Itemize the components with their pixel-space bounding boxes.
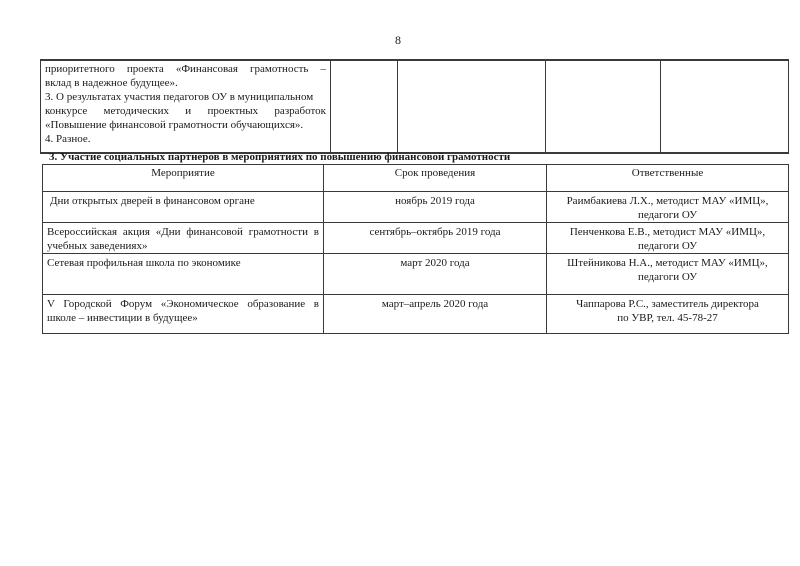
column-header-event: Мероприятие — [43, 165, 324, 192]
date-cell: ноябрь 2019 года — [324, 192, 547, 223]
event-cell: Всероссийская акция «Дни финансовой грамотности в учебных заведениях» — [43, 223, 324, 254]
responsible-line: Штейникова Н.А., методист МАУ «ИМЦ», — [567, 257, 768, 269]
responsible-line: Пенченкова Е.В., методист МАУ «ИМЦ», — [569, 226, 766, 238]
date-cell: март 2020 года — [324, 254, 547, 295]
partners-events-table — [42, 164, 789, 334]
table-row — [43, 254, 789, 295]
event-cell: Сетевая профильная школа по экономике — [43, 254, 324, 295]
agenda-line: вклад в надежное будущее». — [45, 77, 178, 89]
agenda-text-cell — [41, 60, 331, 153]
responsible-line: Раимбакиева Л.Х., методист МАУ «ИМЦ», — [566, 195, 769, 207]
page-number: 8 — [395, 33, 401, 47]
responsible-line: Чаппарова Р.С., заместитель директора — [576, 298, 759, 310]
responsible-line: педагоги ОУ — [637, 240, 698, 252]
agenda-line: конкурсе методических и проектных разработок — [45, 105, 326, 117]
column-header-responsible: Ответственные — [547, 165, 789, 192]
agenda-line: 4. Разное. — [45, 133, 91, 145]
date-cell: сентябрь–октябрь 2019 года — [324, 223, 547, 254]
responsible-line: педагоги ОУ — [637, 209, 698, 221]
responsible-cell — [547, 295, 789, 334]
agenda-line: «Повышение финансовой грамотности обучающихся». — [45, 119, 304, 131]
table-row — [43, 295, 789, 334]
section-heading: 3. Участие социальных партнеров в мероприятиях по повышению финансовой грамотности — [49, 151, 511, 163]
event-cell: Дни открытых дверей в финансовом органе — [43, 192, 324, 223]
responsible-line: по УВР, тел. 45-78-27 — [617, 312, 718, 324]
agenda-line: 3. О результатах участия педагогов ОУ в муниципальном — [45, 91, 314, 103]
agenda-table-continuation — [40, 59, 789, 154]
table-row — [43, 192, 789, 223]
agenda-line: приоритетного проекта «Финансовая грамотность – — [45, 63, 326, 75]
responsible-cell — [547, 254, 789, 295]
event-cell: V Городской Форум «Экономическое образование в школе – инвестиции в будущее» — [43, 295, 324, 334]
empty-cell — [546, 60, 661, 153]
responsible-line: педагоги ОУ — [637, 271, 698, 283]
table-row — [43, 223, 789, 254]
table-header-row — [43, 165, 789, 192]
date-cell: март–апрель 2020 года — [324, 295, 547, 334]
empty-cell — [661, 60, 789, 153]
responsible-cell — [547, 192, 789, 223]
table-row — [41, 60, 789, 153]
empty-cell — [398, 60, 546, 153]
column-header-date: Срок проведения — [324, 165, 547, 192]
responsible-cell — [547, 223, 789, 254]
empty-cell — [331, 60, 398, 153]
